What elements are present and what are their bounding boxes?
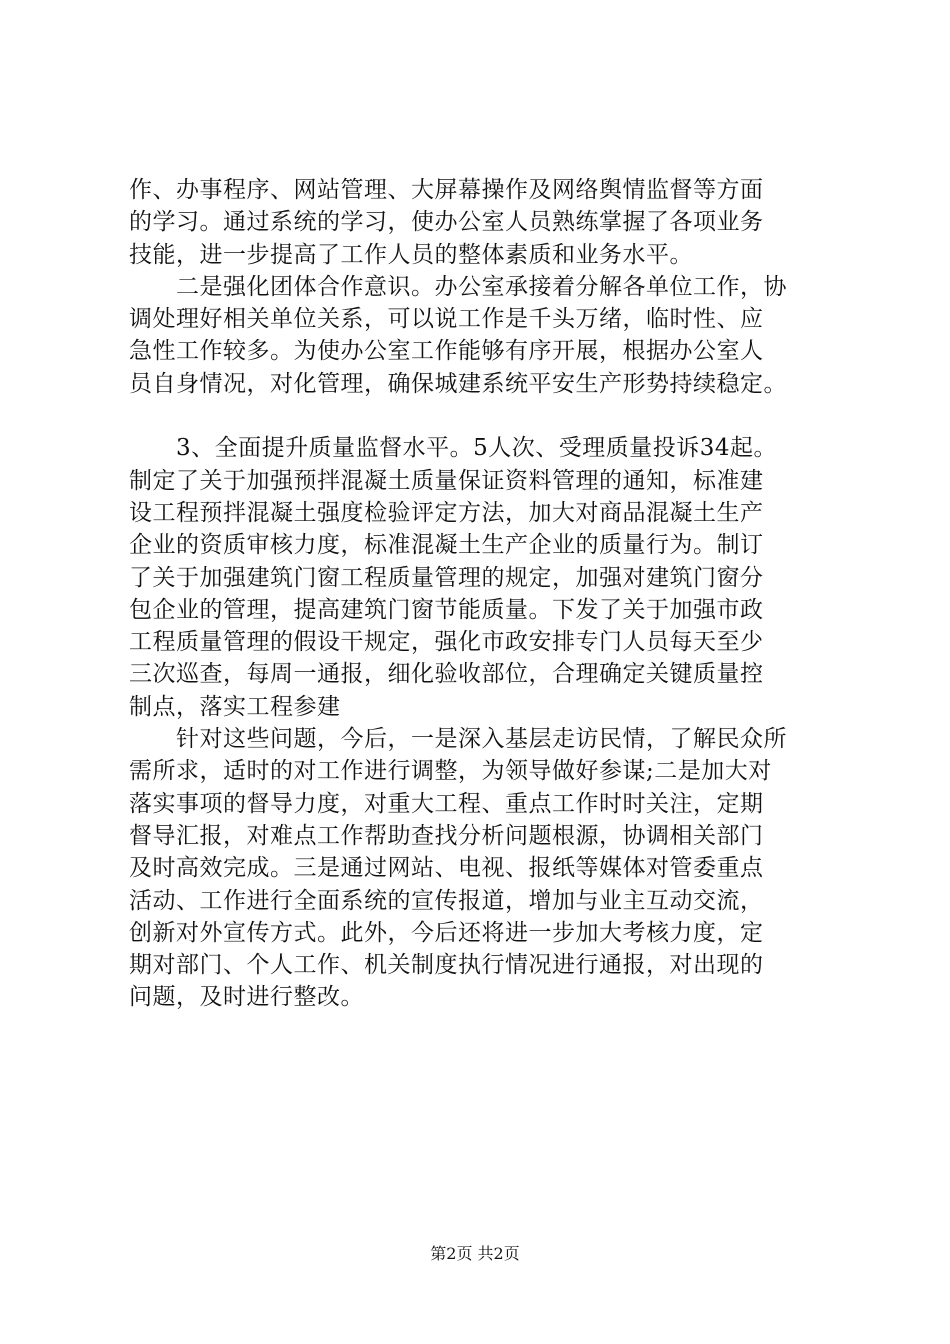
text-line: 期对部门、个人工作、机关制度执行情况进行通报，对出现的 [129, 952, 764, 979]
paragraph-block-1 [129, 174, 829, 400]
text-line: 的学习。通过系统的学习，使办公室人员熟练掌握了各项业务 [129, 209, 764, 236]
text-line: 设工程预拌混凝土强度检验评定方法，加大对商品混凝土生产 [129, 499, 764, 526]
text-line: 了关于加强建筑门窗工程质量管理的规定，加强对建筑门窗分 [129, 564, 764, 591]
text-line: 包企业的管理，提高建筑门窗节能质量。下发了关于加强市政 [129, 596, 764, 623]
text-line: 制定了关于加强预拌混凝土质量保证资料管理的通知，标准建 [129, 467, 764, 494]
text-line: 二是强化团体合作意识。办公室承接着分解各单位工作，协 [129, 273, 787, 300]
text-line: 制点，落实工程参建 [129, 693, 341, 720]
body-text [129, 174, 829, 1014]
text-line: 活动、工作进行全面系统的宣传报道，增加与业主互动交流， [129, 887, 764, 914]
page-footer: 第2页 共2页 [430, 1244, 520, 1263]
text-line: 员自身情况，对化管理，确保城建系统平安生产形势持续稳定。 [129, 370, 787, 397]
text-line: 企业的资质审核力度，标准混凝土生产企业的质量行为。制订 [129, 532, 764, 559]
text-line: 作、办事程序、网站管理、大屏幕操作及网络舆情监督等方面 [129, 177, 764, 203]
text-line: 三次巡查，每周一通报，细化验收部位，合理确定关键质量控 [129, 661, 764, 688]
text-line: 工程质量管理的假设干规定，强化市政安排专门人员每天至少 [129, 629, 764, 656]
text-line: 急性工作较多。为使办公室工作能够有序开展，根据办公室人 [129, 338, 764, 365]
text-line: 创新对外宣传方式。此外，今后还将进一步加大考核力度，定 [129, 919, 764, 946]
text-line: 调处理好相关单位关系，可以说工作是千头万绪，临时性、应 [129, 306, 764, 333]
text-line: 针对这些问题，今后，一是深入基层走访民情，了解民众所 [129, 726, 787, 753]
paragraph-gap [129, 400, 829, 432]
text-line: 督导汇报，对难点工作帮助查找分析问题根源，协调相关部门 [129, 822, 764, 849]
text-line: 问题，及时进行整改。 [129, 984, 364, 1011]
paragraph-block-2 [129, 432, 829, 1013]
text-line: 需所求，适时的对工作进行调整，为领导做好参谋;二是加大对 [129, 758, 772, 785]
text-line: 及时高效完成。三是通过网站、电视、报纸等媒体对管委重点 [129, 855, 764, 882]
text-line: 技能，进一步提高了工作人员的整体素质和业务水平。 [129, 241, 693, 268]
text-line: 落实事项的督导力度，对重大工程、重点工作时时关注，定期 [129, 790, 764, 817]
text-line: 3、全面提升质量监督水平。5人次、受理质量投诉34起。 [129, 435, 778, 462]
